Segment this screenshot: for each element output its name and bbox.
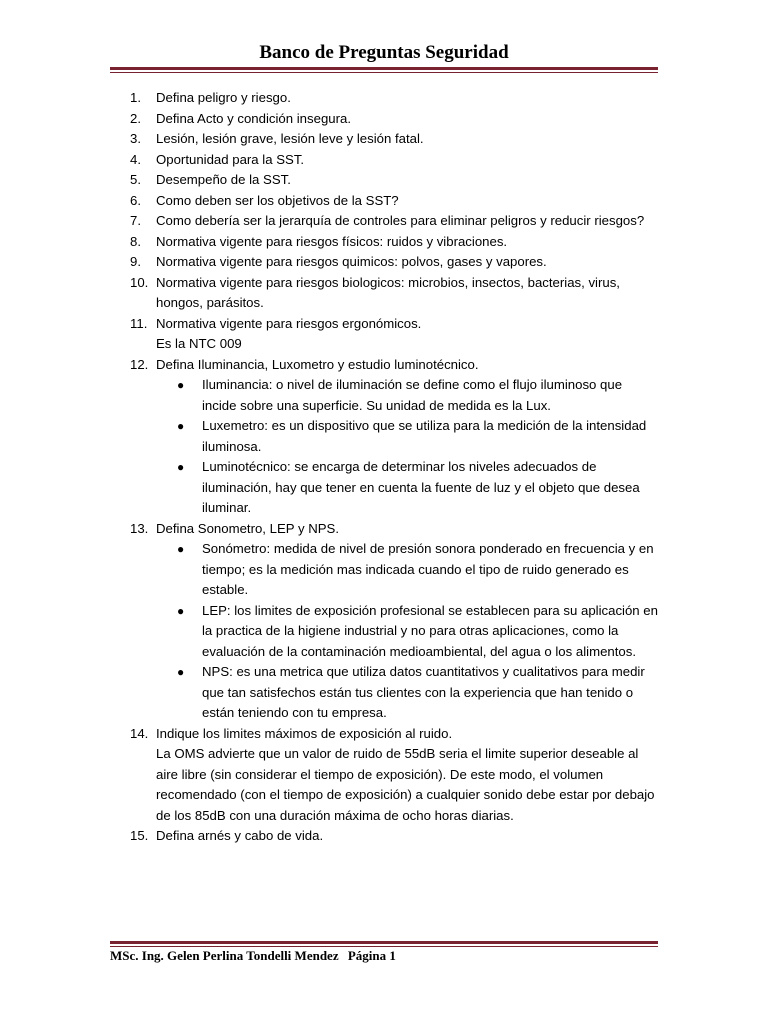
answer-text: La OMS advierte que un valor de ruido de 55dB seria el limite superior deseable al aire libre (sin considerar el tiempo de exposición). De este modo, el volumen recomendado (con el tiempo de exposición) a cualquier sonido debe estar por debajo de los 85dB con una duración máxima de ocho horas diarias. [156,746,655,823]
question-item [130,252,660,273]
question-number: 6. [130,192,141,208]
question-number: 7. [130,213,141,228]
bullet-icon: ● [177,460,185,474]
question-text: Lesión, lesión grave, lesión leve y lesión fatal. [156,131,424,146]
question-number: 1. [130,90,141,105]
page-title: Banco de Preguntas Seguridad [259,42,509,63]
bullet-text: Sonómetro: medida de nivel de presión sonora ponderado en frecuencia y en tiempo; es la medición mas indicada cuando el tipo de ruido generado es estable. [202,541,654,597]
question-item [130,211,660,232]
footer-rule [110,941,658,947]
question-item [130,273,660,314]
footer-author: MSc. Ing. Gelen Perlina Tondelli Mendez [110,948,339,963]
question-number: 2. [130,110,141,126]
bullet-icon: ● [177,378,185,392]
question-item [130,355,660,519]
question-number: 9. [130,254,141,269]
question-item [130,724,660,827]
bullet-icon: ● [177,603,185,618]
bullet-text: NPS: es una metrica que utiliza datos cuantitativos y cualitativos para medir que tan satisfechos están tus clientes con la experiencia que han tenido o están teniendo con tu empresa. [202,664,645,720]
bullet-text: Iluminancia: o nivel de iluminación se define como el flujo iluminoso que incide sobre una superficie. Su unidad de medida es la Lux. [202,377,623,413]
answer-text: Es la NTC 009 [156,336,242,351]
question-text: Como deben ser los objetivos de la SST? [156,192,399,208]
footer-page: Página 1 [347,948,396,963]
bullet-icon: ● [177,665,185,679]
question-text: Normativa vigente para riesgos biologicos: microbios, insectos, bacterias, virus, hongos, parásitos. [156,274,620,310]
question-text: Normativa vigente para riesgos quimicos: polvos, gases y vapores. [156,254,547,269]
question-item [130,191,660,212]
question-text: Normativa vigente para riesgos físicos: ruidos y vibraciones. [156,233,508,249]
question-item [130,129,660,150]
question-item [130,109,660,130]
question-item [130,170,660,191]
header-rule [110,67,658,73]
question-text: Defina Sonometro, LEP y NPS. [156,520,340,536]
question-text: Defina Acto y condición insegura. [156,110,351,126]
question-number: 10. [130,274,149,290]
bullet-list [156,539,660,724]
bullet-item [177,416,660,457]
bullet-text: Luminotécnico: se encarga de determinar los niveles adecuados de iluminación, hay que tener en cuenta la fuente de luz y el objeto que desea iluminar. [202,459,640,515]
footer [110,948,402,964]
question-item [130,150,660,171]
question-item [130,314,660,355]
bullet-item [177,662,660,724]
question-number: 12. [130,356,149,372]
bullet-item [177,539,660,601]
question-text: Defina Iluminancia, Luxometro y estudio luminotécnico. [156,356,479,372]
question-number: 11. [130,315,148,331]
question-number: 15. [130,828,149,843]
question-number: 3. [130,131,141,146]
question-text: Como debería ser la jerarquía de controles para eliminar peligros y reducir riesgos? [156,213,645,228]
bullet-text: Luxemetro: es un dispositivo que se utiliza para la medición de la intensidad iluminosa. [202,418,647,454]
question-item [130,826,660,847]
question-number: 13. [130,520,149,536]
question-item [130,519,660,724]
question-text: Desempeño de la SST. [156,172,291,187]
question-text: Defina arnés y cabo de vida. [156,828,324,843]
question-text: Normativa vigente para riesgos ergonómicos. [156,315,422,331]
question-number: 4. [130,151,141,167]
bullet-icon: ● [177,542,185,556]
bullet-item [177,375,660,416]
question-number: 8. [130,233,141,249]
question-item [130,232,660,253]
question-list [130,88,660,847]
bullet-text: LEP: los limites de exposición profesional se establecen para su aplicación en la practica de la higiene industrial y no para otras aplicaciones, como la evaluación de la contaminación medioambiental, del agua o los alimentos. [202,602,658,659]
question-text: Defina peligro y riesgo. [156,90,291,105]
question-text: Indique los limites máximos de exposición al ruido. [156,725,453,741]
bullet-list [156,375,660,519]
question-number: 14. [130,725,149,741]
question-item [130,88,660,109]
bullet-icon: ● [177,419,185,433]
question-text: Oportunidad para la SST. [156,151,305,167]
bullet-item [177,601,660,663]
question-number: 5. [130,172,141,187]
bullet-item [177,457,660,519]
